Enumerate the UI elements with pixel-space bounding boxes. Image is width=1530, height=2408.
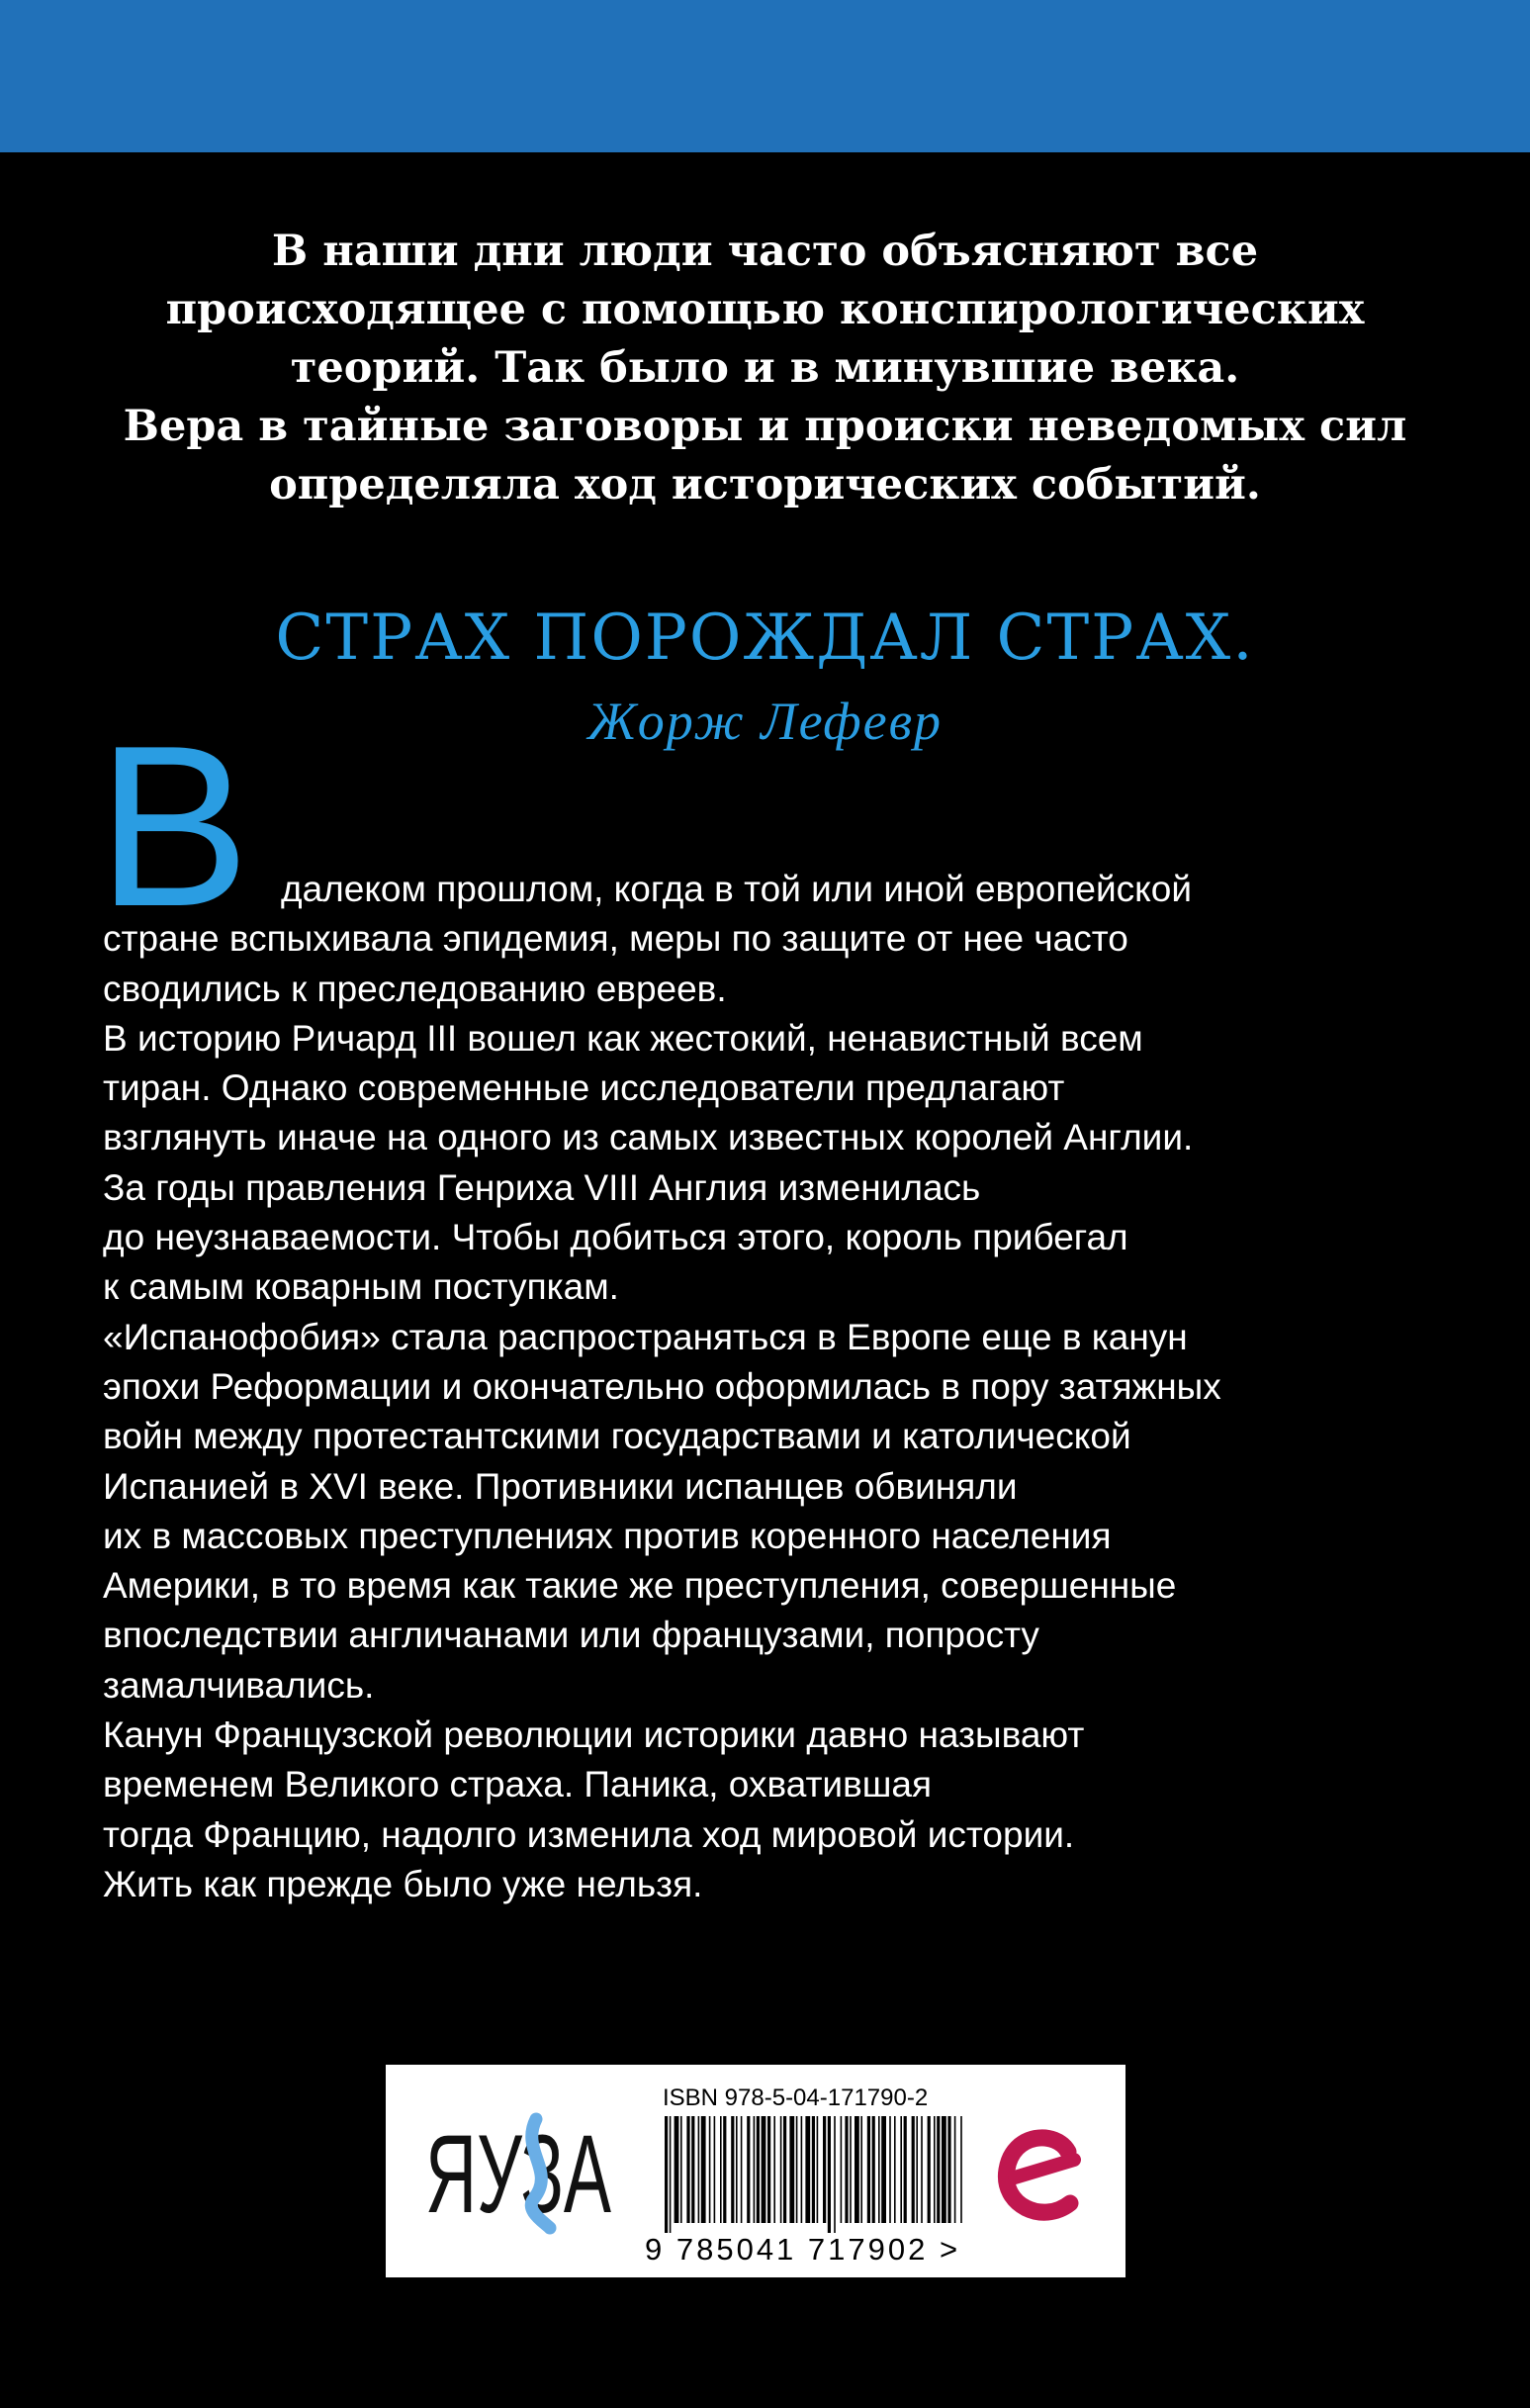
body-line: замалчивались. [103,1664,375,1706]
body-line: до неузнаваемости. Чтобы добиться этого, король прибегал [103,1217,1128,1258]
body-line: их в массовых преступлениях против коренного населения [103,1515,1112,1556]
barcode-panel [386,2065,1125,2277]
body-line: тогда Францию, надолго изменила ход мировой истории. [103,1813,1075,1855]
isbn-number: ISBN 978-5-04-171790-2 [663,2084,929,2111]
yauza-logo-icon [425,2111,613,2236]
body-line: сводились к преследованию евреев. [103,968,727,1009]
intro-line: В наши дни люди часто объясняют все [271,227,1259,276]
top-color-band [0,0,1530,152]
quote-author: Жорж Лефевр [586,692,944,751]
body-line: За годы правления Генриха VIII Англия изменилась [103,1166,981,1208]
quote-headline: СТРАХ ПОРОЖДАЛ СТРАХ. [275,602,1255,675]
annotation-text [103,865,1428,1909]
svg-text:ЯУЗА: ЯУЗА [425,2112,612,2236]
body-line: Америки, в то время как такие же преступления, совершенные [103,1565,1177,1607]
barcode-digits: 9 785041 717902 > [645,2232,961,2267]
body-line: «Испанофобия» стала распространяться в Европе еще в канун [103,1316,1188,1357]
body-line: стране вспыхивала эпидемия, меры по защите от нее часто [103,918,1128,960]
body-line: Канун Французской революции историки давно называют [103,1714,1085,1756]
body-line: далеком прошлом, когда в той или иной европейской [281,869,1192,909]
intro-line: определяла ход исторических событий. [269,460,1261,509]
body-line: войн между протестантскими государствами и католической [103,1416,1131,1457]
body-line: Жить как прежде было уже нельзя. [103,1863,703,1904]
intro-line: теорий. Так было и в минувшие века. [290,343,1240,393]
body-line: взглянуть иначе на одного из самых известных королей Англии. [103,1117,1194,1158]
eksmo-logo-icon [991,2122,1090,2231]
body-line: эпохи Реформации и окончательно оформилась в пору затяжных [103,1365,1221,1407]
intro-paragraph [99,223,1431,514]
intro-line: Вера в тайные заговоры и происки неведомых сил [123,402,1407,451]
barcode-icon [665,2116,961,2233]
intro-line: происходящее с помощью конспирологических [165,285,1365,334]
body-line: тиран. Однако современные исследователи предлагают [103,1067,1065,1109]
drop-cap-letter: В [97,698,250,955]
body-line: В историю Ричард III вошел как жестокий, ненавистный всем [103,1017,1143,1059]
body-line: временем Великого страха. Паника, охватившая [103,1764,933,1806]
body-line: Испанией в XVI веке. Противники испанцев обвиняли [103,1465,1018,1507]
body-line: впоследствии англичанами или французами, попросту [103,1615,1039,1656]
body-line: к самым коварным поступкам. [103,1266,619,1308]
